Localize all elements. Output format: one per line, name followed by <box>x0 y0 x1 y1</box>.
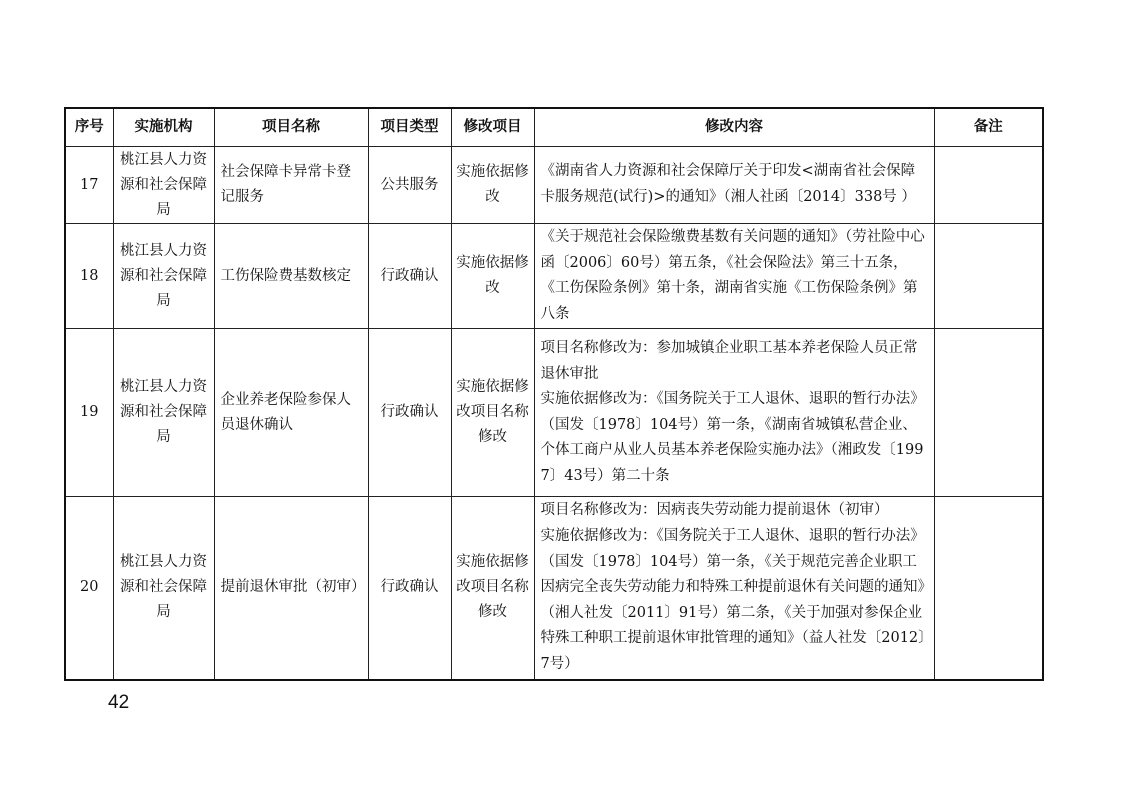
row-note <box>934 497 1043 680</box>
row-content: 《湖南省人力资源和社会保障厅关于印发<湖南省社会保障卡服务规范(试行)>的通知》（湘人社函〔2014〕338号 ） <box>534 147 934 224</box>
row-type: 行政确认 <box>368 497 451 680</box>
row-no: 19 <box>65 329 113 497</box>
row-note <box>934 224 1043 329</box>
table-row <box>65 224 1043 329</box>
row-org: 桃江县人力资源和社会保障局 <box>113 329 214 497</box>
row-content: 《关于规范社会保险缴费基数有关问题的通知》（劳社险中心函〔2006〕60号）第五条，《社会保险法》第三十五条，《工伤保险条例》第十条，湖南省实施《工伤保险条例》第八条 <box>534 224 934 329</box>
row-item: 实施依据修改 <box>451 224 534 329</box>
header-org: 实施机构 <box>113 108 214 147</box>
row-no: 20 <box>65 497 113 680</box>
table-row <box>65 329 1043 497</box>
table-row <box>65 147 1043 224</box>
row-org: 桃江县人力资源和社会保障局 <box>113 147 214 224</box>
header-content: 修改内容 <box>534 108 934 147</box>
header-item: 修改项目 <box>451 108 534 147</box>
row-content: 项目名称修改为：参加城镇企业职工基本养老保险人员正常退休审批 实施依据修改为：《国务院关于工人退休、退职的暂行办法》（国发〔1978〕104号）第一条，《湖南省城镇私营企业、个体工商户从业人员基本养老保险实施办法》（湘政发〔1997〕43号）第二十条 <box>534 329 934 497</box>
header-no: 序号 <box>65 108 113 147</box>
row-no: 18 <box>65 224 113 329</box>
page-number: 42 <box>108 692 130 713</box>
table-row <box>65 497 1043 680</box>
header-type: 项目类型 <box>368 108 451 147</box>
row-type: 行政确认 <box>368 224 451 329</box>
row-note <box>934 147 1043 224</box>
row-note <box>934 329 1043 497</box>
row-item: 实施依据修改项目名称修改 <box>451 497 534 680</box>
row-name: 提前退休审批（初审） <box>214 497 368 680</box>
row-org: 桃江县人力资源和社会保障局 <box>113 497 214 680</box>
row-name: 企业养老保险参保人员退休确认 <box>214 329 368 497</box>
row-item: 实施依据修改 <box>451 147 534 224</box>
row-name: 工伤保险费基数核定 <box>214 224 368 329</box>
row-name: 社会保障卡异常卡登记服务 <box>214 147 368 224</box>
row-no: 17 <box>65 147 113 224</box>
header-row <box>65 108 1043 147</box>
row-type: 行政确认 <box>368 329 451 497</box>
row-content: 项目名称修改为：因病丧失劳动能力提前退休（初审） 实施依据修改为：《国务院关于工人退休、退职的暂行办法》（国发〔1978〕104号）第一条，《关于规范完善企业职工因病完全丧失劳动能力和特殊工种提前退休有关问题的通知》（湘人社发〔2011〕91号）第二条，《关于加强对参保企业特殊工种职工提前退休审批管理的通知》（益人社发〔2012〕7号） <box>534 497 934 680</box>
header-note: 备注 <box>934 108 1043 147</box>
row-type: 公共服务 <box>368 147 451 224</box>
header-name: 项目名称 <box>214 108 368 147</box>
row-item: 实施依据修改项目名称修改 <box>451 329 534 497</box>
items-table <box>64 107 1044 681</box>
row-org: 桃江县人力资源和社会保障局 <box>113 224 214 329</box>
